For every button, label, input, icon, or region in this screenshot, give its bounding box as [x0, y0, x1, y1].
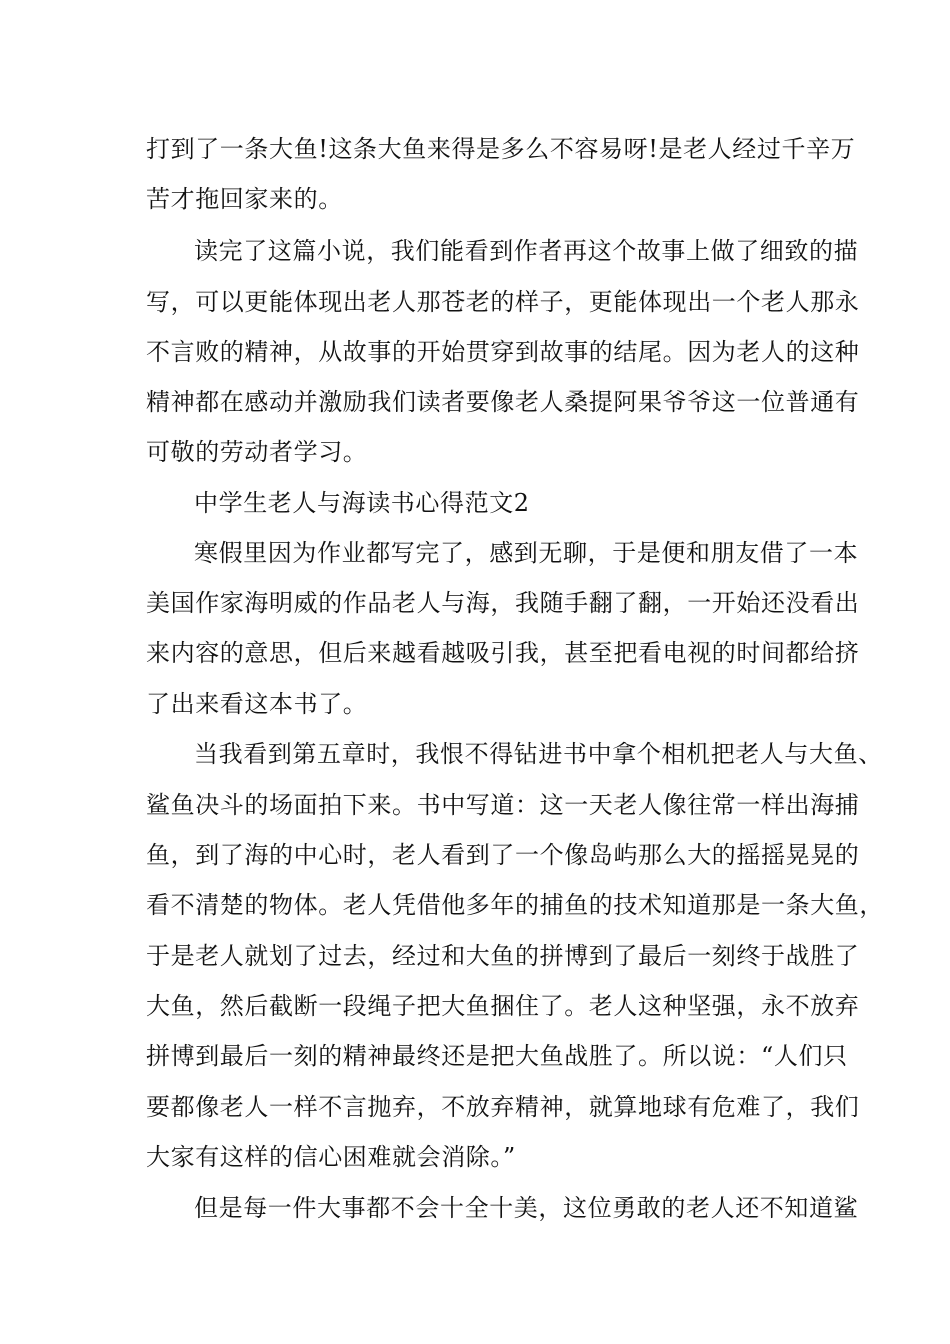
text-line-1: 打到了一条大鱼!这条大鱼来得是多么不容易呀!是老人经过千辛万 [146, 135, 856, 163]
text-line-15: 鱼，到了海的中心时，老人看到了一个像岛屿那么大的摇摇晃晃的 [146, 841, 860, 869]
text-line-7: 可敬的劳动者学习。 [146, 438, 368, 466]
text-line-9: 寒假里因为作业都写完了，感到无聊，于是便和朋友借了一本 [194, 539, 859, 567]
text-line-17: 于是老人就划了过去，经过和大鱼的拼博到了最后一刻终于战胜了 [146, 942, 860, 970]
text-line-21: 大家有这样的信心困难就会消除。” [146, 1143, 516, 1171]
text-line-5: 不言败的精神，从故事的开始贯穿到故事的结尾。因为老人的这种 [146, 338, 860, 366]
text-line-3: 读完了这篇小说，我们能看到作者再这个故事上做了细致的描 [194, 237, 859, 265]
text-line-22: 但是每一件大事都不会十全十美，这位勇敢的老人还不知道鲨 [194, 1194, 859, 1222]
text-line-19: 拼博到最后一刻的精神最终还是把大鱼战胜了。所以说：“人们只 [146, 1042, 848, 1070]
text-line-11: 来内容的意思，但后来越看越吸引我，甚至把看电视的时间都给挤 [146, 639, 860, 667]
text-line-13: 当我看到第五章时，我恨不得钻进书中拿个相机把老人与大鱼、 [194, 740, 883, 768]
text-line-14: 鲨鱼决斗的场面拍下来。书中写道：这一天老人像往常一样出海捕 [146, 791, 860, 819]
text-line-6: 精神都在感动并激励我们读者要像老人桑提阿果爷爷这一位普通有 [146, 388, 860, 416]
text-line-12: 了出来看这本书了。 [146, 690, 368, 718]
text-line-4: 写，可以更能体现出老人那苍老的样子，更能体现出一个老人那永 [146, 288, 860, 316]
text-line-10: 美国作家海明威的作品老人与海，我随手翻了翻，一开始还没看出 [146, 589, 860, 617]
text-line-18: 大鱼，然后截断一段绳子把大鱼捆住了。老人这种坚强，永不放弃 [146, 992, 860, 1020]
text-line-20: 要都像老人一样不言抛弃，不放弃精神，就算地球有危难了，我们 [146, 1093, 860, 1121]
section-heading: 中学生老人与海读书心得范文2 [194, 489, 530, 517]
text-line-2: 苦才拖回家来的。 [146, 185, 343, 213]
text-line-16: 看不清楚的物体。老人凭借他多年的捕鱼的技术知道那是一条大鱼， [146, 891, 884, 919]
